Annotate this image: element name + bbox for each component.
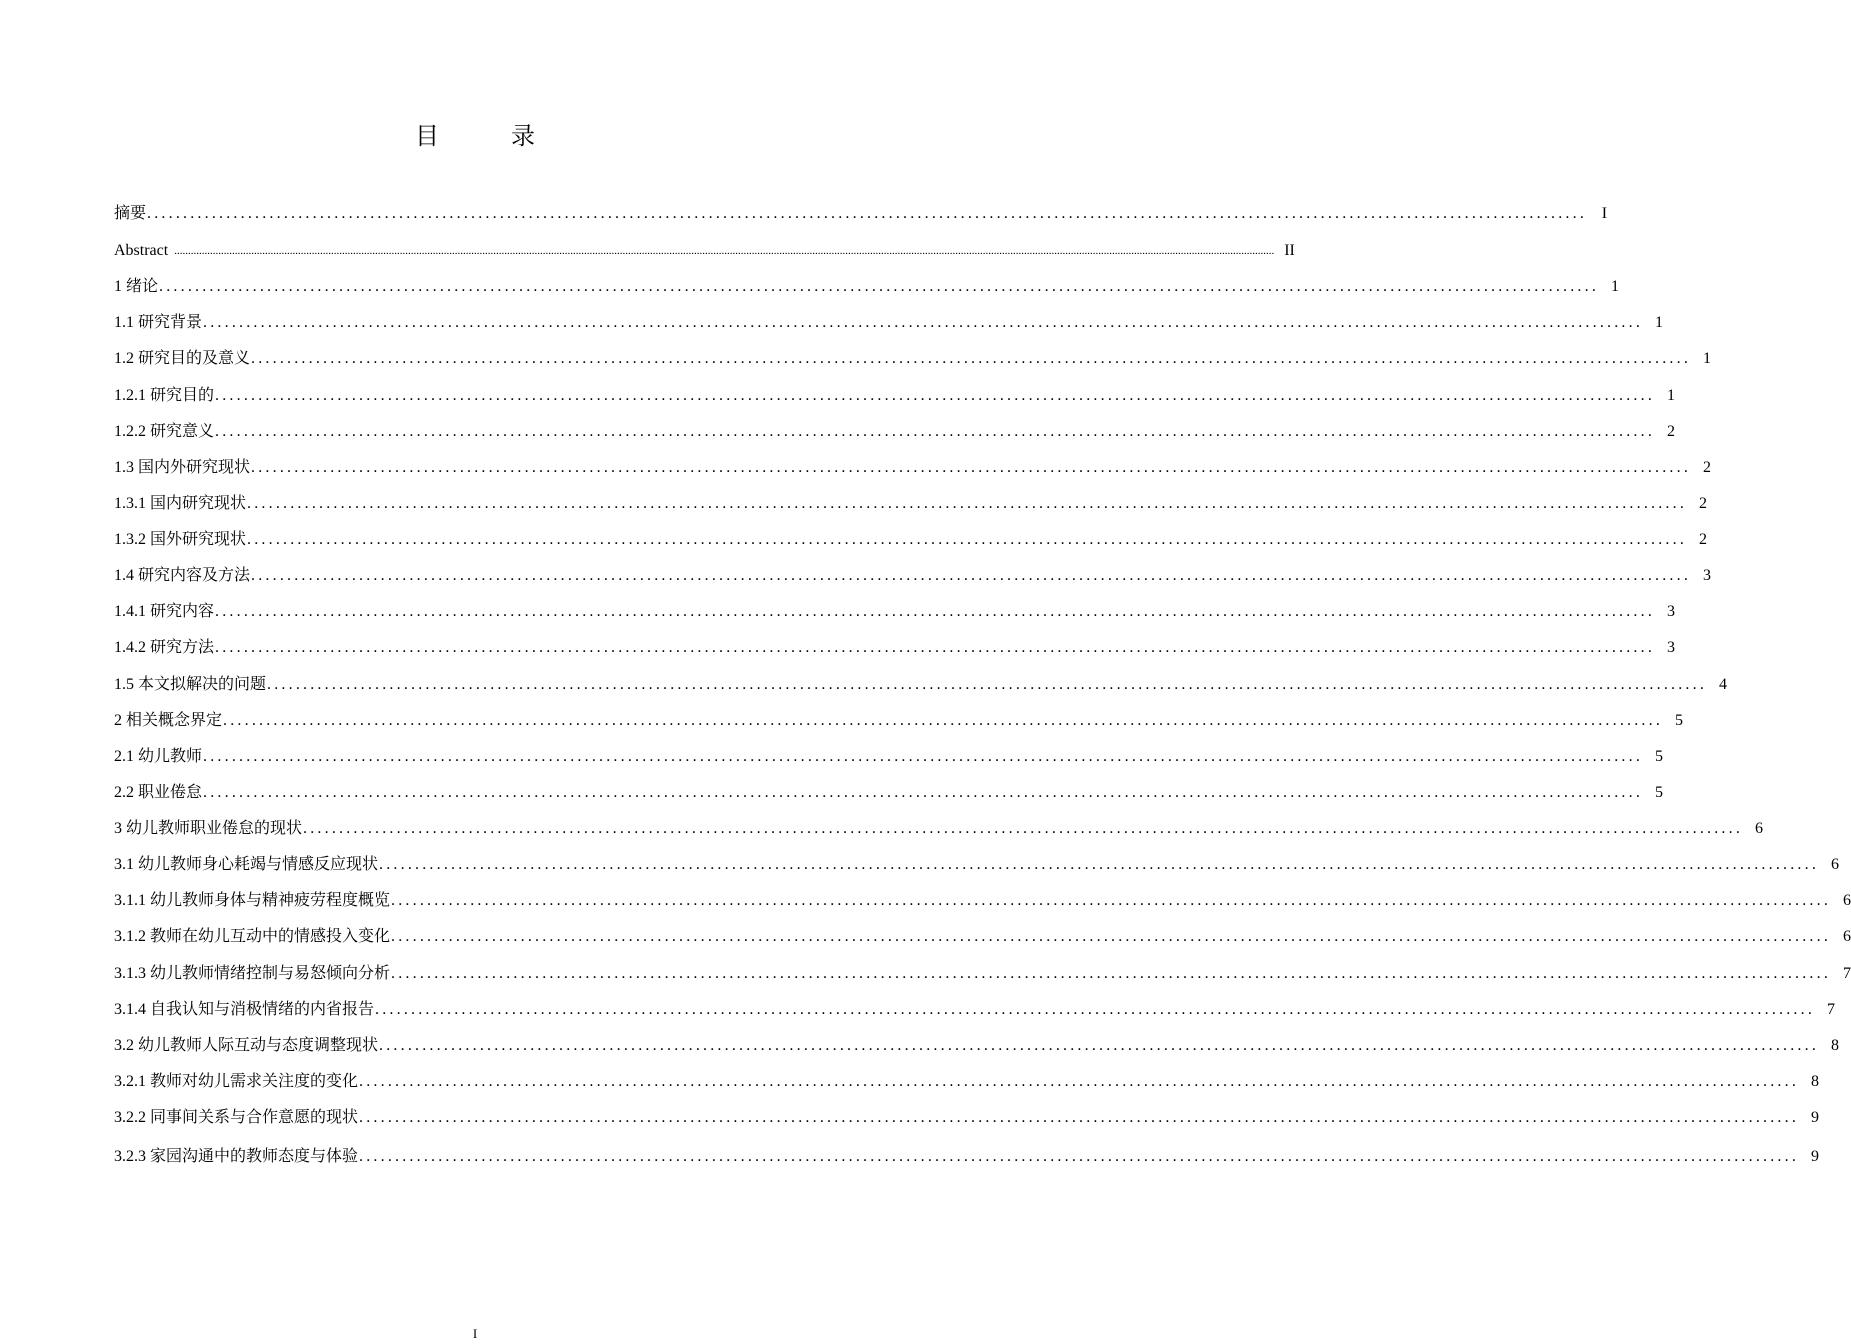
toc-dot-leader: ........................................................................................................................................................................................................ (379, 856, 1820, 873)
toc-entry[interactable] (114, 779, 1664, 807)
toc-entry[interactable] (114, 490, 1708, 518)
toc-entry-label: 3 幼儿教师职业倦怠的现状 (114, 820, 303, 837)
toc-entry-label: 3.2 幼儿教师人际互动与态度调整现状 (114, 1037, 379, 1054)
toc-entry-label: 1.3.2 国外研究现状 (114, 531, 247, 548)
toc-dot-leader: ........................................................................................................................................................................................................ (247, 531, 1688, 548)
toc-entry-page: 9 (1811, 1109, 1820, 1126)
toc-entry[interactable] (114, 707, 1684, 735)
toc-entry-label: 1.4.2 研究方法 (114, 639, 215, 656)
toc-dot-leader: ................................................................................................................................................................................................................................................................................................................................................................................................................ (174, 245, 1275, 257)
toc-entry-label: 1.1 研究背景 (114, 314, 203, 331)
toc-entry[interactable] (114, 851, 1840, 879)
toc-entry-page: 2 (1667, 423, 1676, 440)
page-number: I (472, 1326, 478, 1341)
toc-entry-label: 1.5 本文拟解决的问题 (114, 676, 267, 693)
toc-entry-label: 1.2.2 研究意义 (114, 423, 215, 440)
toc-entry[interactable] (114, 671, 1728, 699)
toc-entry-label: 3.1.4 自我认知与消极情绪的内省报告 (114, 1001, 375, 1018)
toc-dot-leader: ........................................................................................................................................................................................................ (359, 1073, 1800, 1090)
toc-entry-page: 8 (1831, 1037, 1840, 1054)
toc-dot-leader: ........................................................................................................................................................................................................ (215, 639, 1656, 656)
toc-entry-label: 3.2.2 同事间关系与合作意愿的现状 (114, 1109, 359, 1126)
toc-entry-label: Abstract (114, 242, 169, 259)
toc-entry[interactable] (114, 345, 1712, 373)
toc-dot-leader: ........................................................................................................................................................................................................ (247, 495, 1688, 512)
toc-entry[interactable] (114, 418, 1676, 446)
toc-entry-page: 2 (1699, 531, 1708, 548)
toc-entry-label: 1.2 研究目的及意义 (114, 350, 251, 367)
toc-entry[interactable] (114, 598, 1676, 626)
toc-entry-page: 5 (1675, 712, 1684, 729)
toc-entry-page: 9 (1811, 1148, 1820, 1165)
toc-entry-label: 3.1.1 幼儿教师身体与精神疲劳程度概览 (114, 892, 391, 909)
toc-entry-label: 3.1.2 教师在幼儿互动中的情感投入变化 (114, 928, 391, 945)
toc-entry[interactable] (114, 743, 1664, 771)
page-title: 目 录 (415, 124, 559, 150)
toc-entry[interactable] (114, 887, 1851, 915)
toc-dot-leader: ........................................................................................................................................................................................................ (267, 676, 1708, 693)
toc-entry-label: 1 绪论 (114, 278, 159, 295)
toc-entry[interactable] (114, 309, 1664, 337)
toc-dot-leader: ........................................................................................................................................................................................................ (215, 423, 1656, 440)
toc-dot-leader: ........................................................................................................................................................................................................ (215, 387, 1656, 404)
toc-dot-leader: ........................................................................................................................................................................................................ (203, 784, 1644, 801)
toc-entry-label: 摘要 (114, 205, 147, 222)
toc-entry-page: 5 (1655, 748, 1664, 765)
toc-dot-leader: ........................................................................................................................................................................................................ (251, 567, 1692, 584)
toc-dot-leader: ........................................................................................................................................................................................................ (223, 712, 1664, 729)
toc-entry-page: 5 (1655, 784, 1664, 801)
toc-entry-label: 3.1.3 幼儿教师情绪控制与易怒倾向分析 (114, 965, 391, 982)
toc-entry[interactable] (114, 960, 1851, 988)
toc-entry-page: 1 (1611, 278, 1620, 295)
toc-entry-label: 3.2.1 教师对幼儿需求关注度的变化 (114, 1073, 359, 1090)
toc-entry-page: 1 (1703, 350, 1712, 367)
toc-dot-leader: ........................................................................................................................................................................................................ (203, 748, 1644, 765)
toc-entry-page: 3 (1667, 639, 1676, 656)
toc-entry-page: 6 (1843, 892, 1851, 909)
toc-dot-leader: ........................................................................................................................................................................................................ (251, 350, 1692, 367)
toc-dot-leader: ........................................................................................................................................................................................................ (359, 1148, 1800, 1165)
toc-entry-page: 6 (1755, 820, 1764, 837)
toc-entry-page: 6 (1843, 928, 1851, 945)
toc-entry-label: 1.2.1 研究目的 (114, 387, 215, 404)
toc-entry-label: 3.1 幼儿教师身心耗竭与情感反应现状 (114, 856, 379, 873)
toc-dot-leader: ........................................................................................................................................................................................................ (203, 314, 1644, 331)
toc-dot-leader: ........................................................................................................................................................................................................ (359, 1109, 1800, 1126)
toc-dot-leader: ........................................................................................................................................................................................................ (303, 820, 1744, 837)
toc-entry-page: II (1284, 242, 1295, 259)
toc-entry[interactable] (114, 273, 1620, 301)
toc-entry[interactable] (114, 634, 1676, 662)
toc-dot-leader: ........................................................................................................................................................................................................ (159, 278, 1600, 295)
toc-entry[interactable] (114, 1104, 1820, 1132)
toc-entry[interactable] (114, 382, 1676, 410)
toc-entry[interactable] (114, 923, 1851, 951)
toc-dot-leader: ........................................................................................................................................................................................................ (391, 892, 1832, 909)
toc-entry-page: 7 (1827, 1001, 1836, 1018)
toc-entry[interactable] (114, 996, 1836, 1024)
toc-entry-page: 3 (1667, 603, 1676, 620)
toc-entry[interactable] (114, 200, 1608, 228)
toc-entry[interactable] (114, 526, 1708, 554)
toc-dot-leader: ........................................................................................................................................................................................................ (391, 965, 1832, 982)
toc-entry[interactable] (114, 237, 1295, 265)
toc-entry[interactable] (114, 1068, 1820, 1096)
toc-entry[interactable] (114, 562, 1712, 590)
toc-dot-leader: ........................................................................................................................................................................................................ (375, 1001, 1816, 1018)
toc-entry-page: 7 (1843, 965, 1851, 982)
toc-entry-label: 1.3.1 国内研究现状 (114, 495, 247, 512)
toc-entry-page: 3 (1703, 567, 1712, 584)
toc-entry[interactable] (114, 815, 1764, 843)
toc-entry-page: 1 (1667, 387, 1676, 404)
toc-entry-label: 2 相关概念界定 (114, 712, 223, 729)
toc-dot-leader: ........................................................................................................................................................................................................ (251, 459, 1692, 476)
toc-entry-label: 1.3 国内外研究现状 (114, 459, 251, 476)
toc-dot-leader: ........................................................................................................................................................................................................ (147, 205, 1588, 222)
toc-entry-label: 1.4 研究内容及方法 (114, 567, 251, 584)
toc-entry-label: 2.2 职业倦怠 (114, 784, 203, 801)
toc-entry-page: 1 (1655, 314, 1664, 331)
toc-entry-page: I (1601, 205, 1608, 222)
toc-dot-leader: ........................................................................................................................................................................................................ (215, 603, 1656, 620)
toc-dot-leader: ........................................................................................................................................................................................................ (379, 1037, 1820, 1054)
toc-entry[interactable] (114, 454, 1712, 482)
toc-entry-label: 3.2.3 家园沟通中的教师态度与体验 (114, 1148, 359, 1165)
toc-entry-page: 8 (1811, 1073, 1820, 1090)
toc-entry[interactable] (114, 1143, 1820, 1171)
toc-entry[interactable] (114, 1032, 1840, 1060)
toc-entry-page: 2 (1699, 495, 1708, 512)
toc-entry-label: 1.4.1 研究内容 (114, 603, 215, 620)
toc-entry-page: 4 (1719, 676, 1728, 693)
toc-dot-leader: ........................................................................................................................................................................................................ (391, 928, 1832, 945)
toc-entry-label: 2.1 幼儿教师 (114, 748, 203, 765)
toc-entry-page: 2 (1703, 459, 1712, 476)
toc-entry-page: 6 (1831, 856, 1840, 873)
